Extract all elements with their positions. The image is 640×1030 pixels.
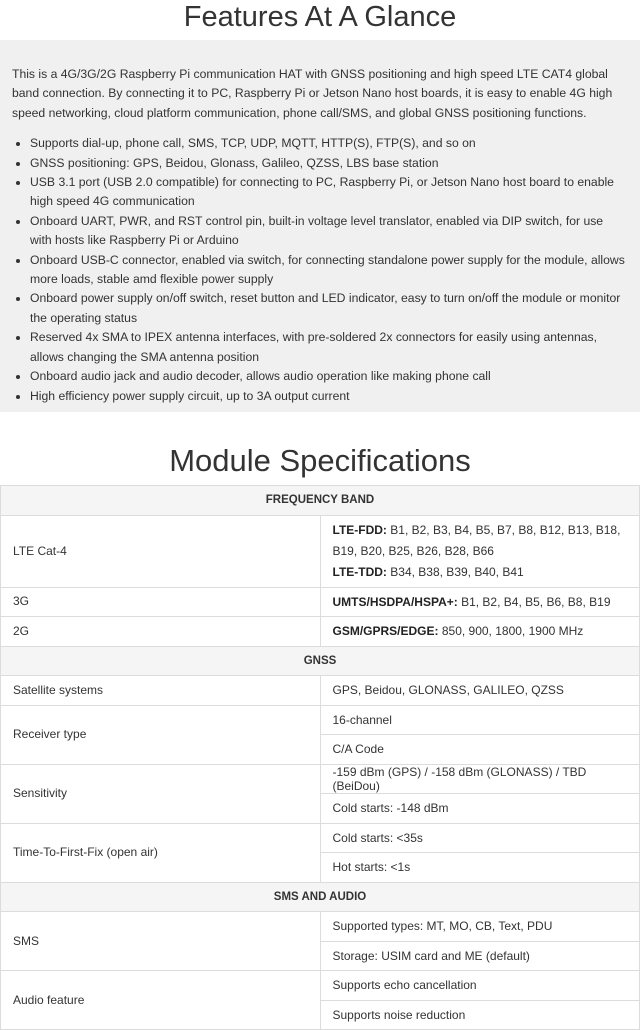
row-value: Supports noise reduction <box>320 1000 640 1030</box>
section-row-sms-audio <box>1 882 640 912</box>
list-item: • Supports dial-up, phone call, SMS, TCP, UDP, MQTT, HTTP(S), FTP(S), and so on <box>30 134 626 153</box>
row-label: SMS <box>1 912 321 971</box>
lte-tdd-key: LTE-TDD: <box>332 564 387 579</box>
section-heading: SMS AND AUDIO <box>1 882 640 912</box>
features-list <box>12 134 626 406</box>
lte-tdd-line <box>333 562 628 583</box>
list-item: • High efficiency power supply circuit, up to 3A output current <box>30 387 626 406</box>
section-heading: FREQUENCY BAND <box>1 486 640 516</box>
table-row <box>1 705 640 735</box>
table-row <box>1 617 640 647</box>
specs-heading: Module Specifications <box>169 443 471 478</box>
features-intro: This is a 4G/3G/2G Raspberry Pi communication HAT with GNSS positioning and high speed LTE CAT4 global band connection. By connecting it to PC, Raspberry Pi or Jetson Nano host boards, it is easy to enable 4G high speed networking, cloud platform communication, phone call/SMS, and global GNSS positioning functions. <box>12 67 613 120</box>
row-value: GPS, Beidou, GLONASS, GALILEO, QZSS <box>320 676 640 706</box>
lte-fdd-line <box>333 520 628 562</box>
row-label: Time-To-First-Fix (open air) <box>1 823 321 882</box>
table-row <box>1 676 640 706</box>
section-row-gnss <box>1 646 640 676</box>
row-label: Satellite systems <box>1 676 321 706</box>
g2-value: 850, 900, 1800, 1900 MHz <box>438 624 584 639</box>
row-label: 2G <box>1 617 321 647</box>
lte-fdd-value: B1, B2, B3, B4, B5, B7, B8, B12, B13, B18, B19, B20, B25, B26, B28, B66 <box>332 522 621 558</box>
table-row <box>1 587 640 617</box>
g2-key: GSM/GPRS/EDGE: <box>332 624 439 639</box>
g3-value: B1, B2, B4, B5, B6, B8, B19 <box>457 594 611 609</box>
row-label: 3G <box>1 587 321 617</box>
section-row-frequency-band <box>1 486 640 516</box>
list-item: • Reserved 4x SMA to IPEX antenna interfaces, with pre-soldered 2x connectors for easily using antennas, allows changing the SMA antenna position <box>30 328 626 367</box>
table-row <box>1 515 640 587</box>
row-value: -159 dBm (GPS) / -158 dBm (GLONASS) / TBD (BeiDou) <box>320 764 640 794</box>
lte-tdd-value: B34, B38, B39, B40, B41 <box>386 564 524 579</box>
features-panel <box>0 40 640 412</box>
row-value: C/A Code <box>320 735 640 765</box>
features-heading: Features At A Glance <box>183 1 457 33</box>
list-item: • Onboard UART, PWR, and RST control pin, built-in voltage level translator, enabled via DIP switch, for use with hosts like Raspberry Pi or Arduino <box>30 212 626 251</box>
row-label: LTE Cat-4 <box>1 515 321 587</box>
list-item: • Onboard power supply on/off switch, reset button and LED indicator, easy to turn on/off the module or monitor the operating status <box>30 289 626 328</box>
row-value <box>320 587 640 617</box>
list-item: • Onboard audio jack and audio decoder, allows audio operation like making phone call <box>30 367 626 386</box>
list-item: • USB 3.1 port (USB 2.0 compatible) for connecting to PC, Raspberry Pi, or Jetson Nano host board to enable high speed 4G communication <box>30 173 626 212</box>
specs-table <box>0 485 640 1030</box>
row-label: Audio feature <box>1 971 321 1030</box>
row-value: Storage: USIM card and ME (default) <box>320 941 640 971</box>
table-row <box>1 823 640 853</box>
list-item: • GNSS positioning: GPS, Beidou, Glonass, Galileo, QZSS, LBS base station <box>30 154 626 173</box>
row-value: Hot starts: <1s <box>320 853 640 883</box>
row-value: Supports echo cancellation <box>320 971 640 1001</box>
row-value <box>320 515 640 587</box>
table-row <box>1 764 640 794</box>
row-value: Cold starts: -148 dBm <box>320 794 640 824</box>
row-label: Receiver type <box>1 705 321 764</box>
table-row <box>1 971 640 1001</box>
row-value <box>320 617 640 647</box>
g3-key: UMTS/HSDPA/HSPA+: <box>332 594 458 609</box>
lte-fdd-key: LTE-FDD: <box>332 522 387 537</box>
section-heading: GNSS <box>1 646 640 676</box>
row-value: 16-channel <box>320 705 640 735</box>
row-value: Cold starts: <35s <box>320 823 640 853</box>
row-label: Sensitivity <box>1 764 321 823</box>
table-row <box>1 912 640 942</box>
list-item: • Onboard USB-C connector, enabled via switch, for connecting standalone power supply for the module, allows more loads, stable amd flexible power supply <box>30 251 626 290</box>
row-value: Supported types: MT, MO, CB, Text, PDU <box>320 912 640 942</box>
